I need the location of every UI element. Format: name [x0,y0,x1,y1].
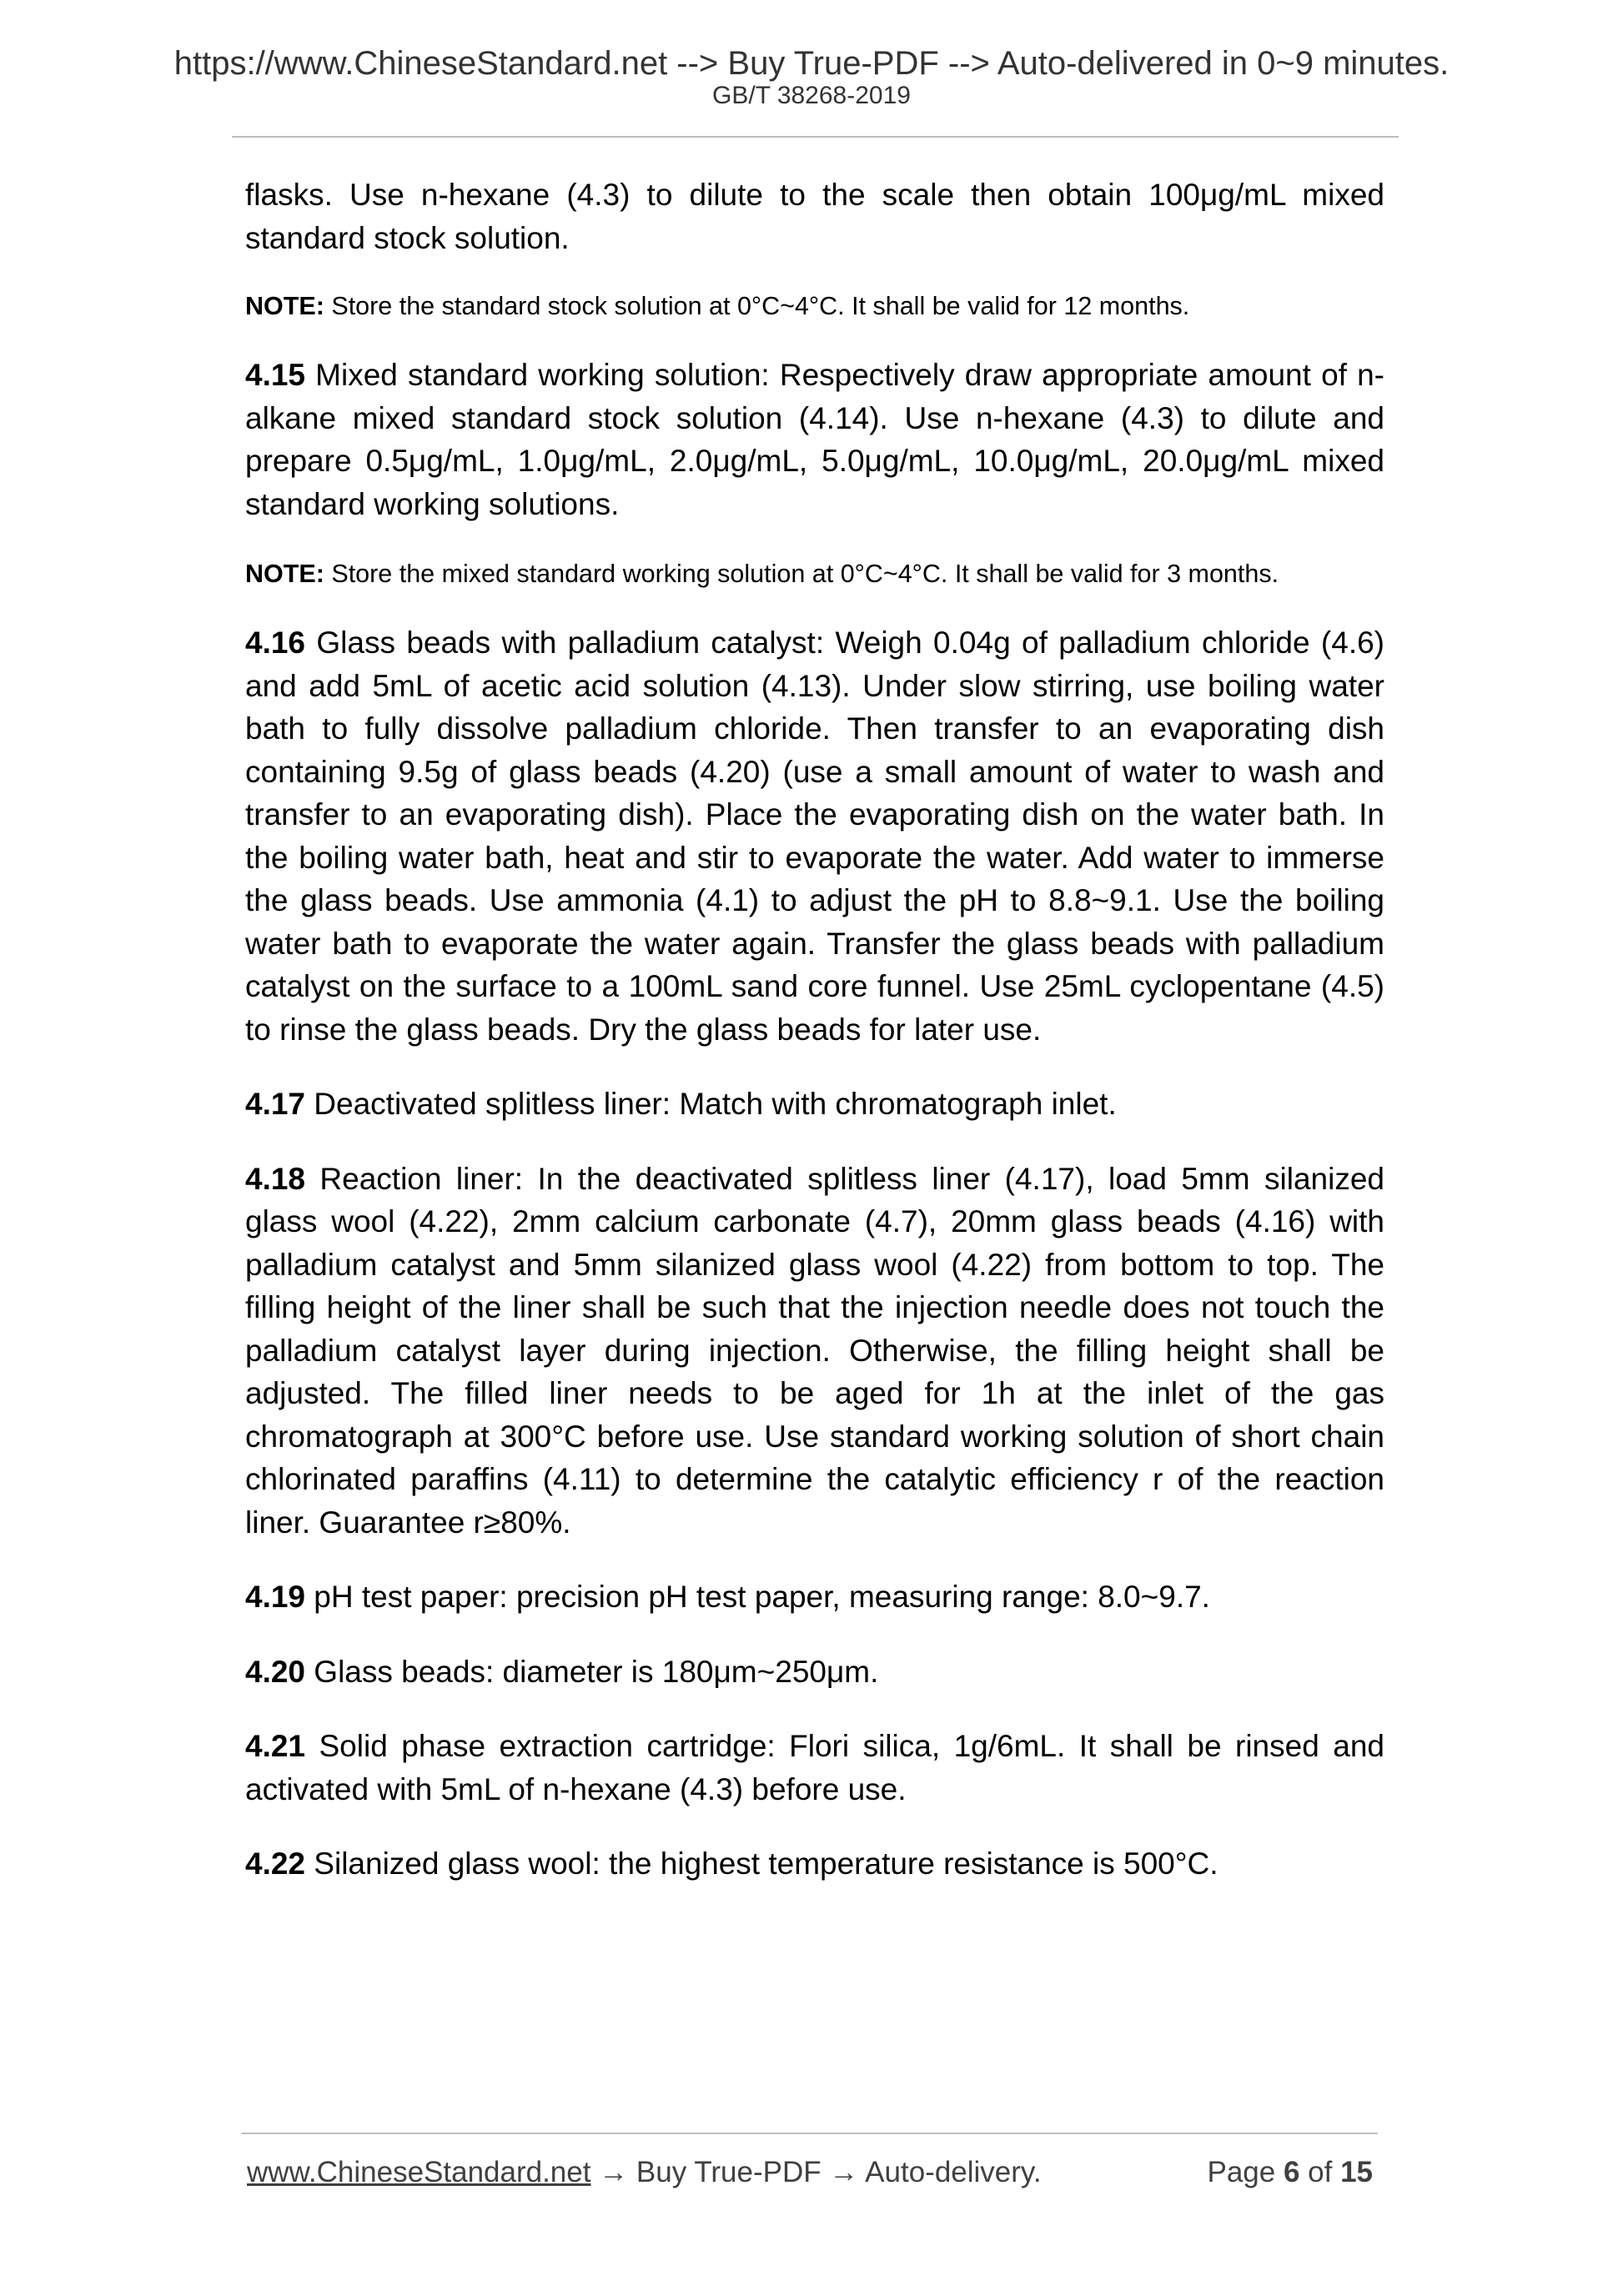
footer-tagline: → Buy True-PDF → Auto-delivery. [590,2156,1042,2188]
page-footer [247,2154,1381,2191]
clause-text: Mixed standard working solution: Respectively draw appropriate amount of n-alkane mixed standard stock solution (4.14). Use n-hexane (4.3) to dilute and prepare 0.5μg/mL, 1.0μg/mL, 2.0μg/mL, 5.0μg/mL, 10.0μg/mL, 20.0μg/mL mixed standard working solutions. [245,358,1384,521]
clause-4-20 [245,1650,1384,1694]
clause-4-15 [245,354,1384,525]
header-banner: https://www.ChineseStandard.net --> Buy True-PDF --> Auto-delivered in 0~9 minutes. [173,45,1450,82]
page-label: Page [1207,2156,1284,2188]
footer-divider [242,2133,1378,2134]
note-label: NOTE: [245,292,324,320]
clause-text: Glass beads: diameter is 180μm~250μm. [305,1654,879,1689]
clause-4-16 [245,621,1384,1051]
page-current: 6 [1283,2156,1300,2188]
note-text: Store the standard stock solution at 0°C~4°C. It shall be valid for 12 months. [324,292,1190,320]
intro-paragraph [245,173,1384,259]
clause-number: 4.17 [245,1087,306,1121]
note-working-solution [245,557,1384,590]
note-stock-solution [245,289,1384,323]
clause-4-21 [245,1725,1384,1811]
clause-text: Silanized glass wool: the highest temperature resistance is 500°C. [305,1846,1219,1881]
clause-text: Solid phase extraction cartridge: Flori silica, 1g/6mL. It shall be rinsed and activated with 5mL of n-hexane (4.3) before use. [245,1729,1384,1806]
document-body [245,173,1384,1917]
note-text: Store the mixed standard working solution at 0°C~4°C. It shall be valid for 3 months. [324,560,1279,588]
clause-4-19 [245,1575,1384,1619]
page-of: of [1299,2156,1341,2188]
clause-number: 4.20 [245,1654,306,1689]
footer-site-link[interactable]: www.ChineseStandard.net [247,2156,591,2188]
clause-number: 4.16 [245,625,306,660]
clause-number: 4.18 [245,1161,306,1196]
page-indicator [1207,2154,1373,2191]
standard-number: GB/T 38268-2019 [712,82,911,109]
clause-number: 4.22 [245,1846,306,1881]
clause-4-18 [245,1158,1384,1545]
header-divider [232,136,1399,138]
page-total: 15 [1340,2156,1373,2188]
clause-number: 4.21 [245,1729,306,1763]
clause-4-17 [245,1083,1384,1126]
clause-text: Reaction liner: In the deactivated splitless liner (4.17), load 5mm silanized glass wool (4.22), 2mm calcium carbonate (4.7), 20mm glass beads (4.16) with palladium catalyst and 5mm silanized glass wool (4.22) from bottom to top. The filling height of the liner shall be such that the injection needle does not touch the palladium catalyst layer during injection. Otherwise, the filling height shall be adjusted. The filled liner needs to be aged for 1h at the inlet of the gas chromatograph at 300°C before use. Use standard working solution of short chain chlorinated paraffins (4.11) to determine the catalytic efficiency r of the reaction liner. Guarantee r≥80%. [245,1161,1384,1540]
clause-number: 4.19 [245,1580,306,1614]
clause-text: Deactivated splitless liner: Match with chromatograph inlet. [305,1087,1117,1121]
footer-promo [247,2154,1042,2191]
clause-text: Glass beads with palladium catalyst: Weigh 0.04g of palladium chloride (4.6) and add 5mL of acetic acid solution (4.13). Under slow stirring, use boiling water bath to fully dissolve palladium chloride. Then transfer to an evaporating dish containing 9.5g of glass beads (4.20) (use a small amount of water to wash and transfer to an evaporating dish). Place the evaporating dish on the water bath. In the boiling water bath, heat and stir to evaporate the water. Add water to immerse the glass beads. Use ammonia (4.1) to adjust the pH to 8.8~9.1. Use the boiling water bath to evaporate the water again. Transfer the glass beads with palladium catalyst on the surface to a 100mL sand core funnel. Use 25mL cyclopentane (4.5) to rinse the glass beads. Dry the glass beads for later use. [245,625,1384,1047]
clause-4-22 [245,1842,1384,1886]
clause-text: pH test paper: precision pH test paper, measuring range: 8.0~9.7. [305,1580,1210,1614]
clause-number: 4.15 [245,358,306,392]
note-label: NOTE: [245,560,324,588]
intro-text: flasks. Use n-hexane (4.3) to dilute to the scale then obtain 100μg/mL mixed standard stock solution. [245,178,1384,255]
